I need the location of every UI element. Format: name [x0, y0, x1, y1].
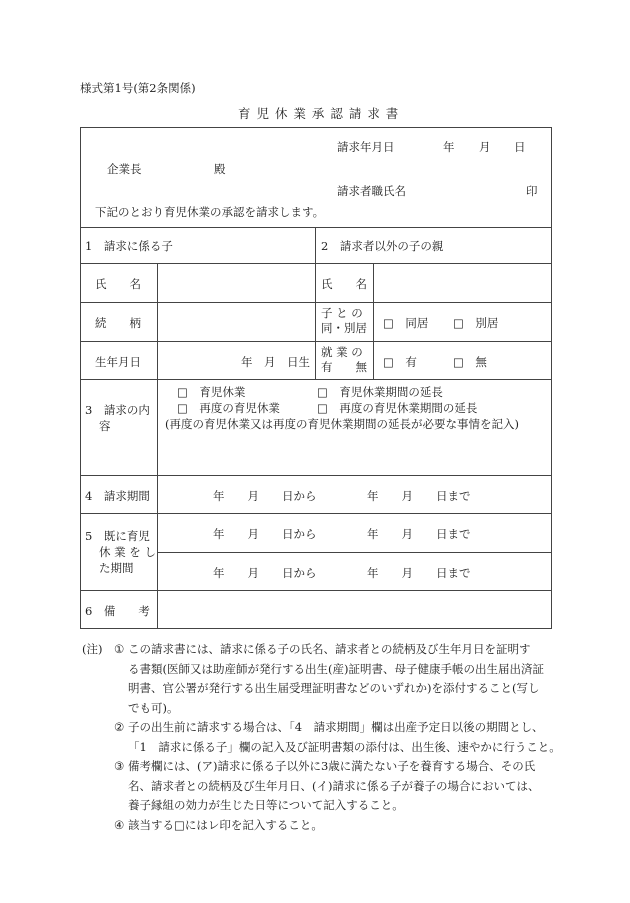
form-id: 様式第1号(第2条関係): [80, 81, 196, 95]
past-period-2-to: 年 月 日まで: [367, 566, 471, 580]
intro-text: 下記のとおり育児休業の承認を請求します。: [95, 205, 325, 219]
notes-marker: (注): [82, 642, 103, 656]
relation-label: 続 柄: [95, 316, 141, 330]
past-period-2-from: 年 月 日から: [213, 566, 317, 580]
checkbox-repeat-leave[interactable]: □ 再度の育児休業: [177, 401, 280, 415]
notes: [82, 640, 562, 835]
birthdate-value: 年 月 日生: [241, 355, 310, 369]
note-item: ③ 備考欄には、(ア)請求に係る子以外に3歳に満たない子を養育する場合、その氏 名、請求者との続柄及び生年月日、(イ)請求に係る子が養子の場合においては、 養子縁組の効力が生じた日等について記入すること。: [114, 759, 540, 812]
date-month-label: 月: [479, 140, 491, 154]
cohabit-checkbox-together[interactable]: □ 同居: [383, 316, 429, 330]
employ-checkbox-yes[interactable]: □ 有: [383, 355, 417, 369]
employ-label: 就 業 の 有 無: [321, 345, 367, 374]
section3-note: (再度の育児休業又は再度の育児休業期間の延長が必要な事情を記入): [165, 417, 519, 431]
section2-heading: 2 請求者以外の子の親: [321, 239, 444, 253]
section3-label: 3 請求の内 容: [85, 403, 150, 433]
honorific-label: 殿: [214, 162, 226, 176]
checkbox-leave-extension[interactable]: □ 育児休業期間の延長: [317, 385, 443, 399]
parent-name-label: 氏 名: [321, 277, 367, 291]
section5-label: 5 既に育児 休 業 を し た期間: [85, 529, 156, 575]
cohabit-checkbox-separate[interactable]: □ 別居: [453, 316, 499, 330]
note-item: ④ 該当する□にはレ印を記入すること。: [114, 817, 323, 832]
section1-heading: 1 請求に係る子: [85, 239, 173, 253]
addressee-label: 企業長: [107, 162, 142, 176]
requester-label: 請求者職氏名: [337, 184, 406, 198]
past-period-1-from: 年 月 日から: [213, 527, 317, 541]
checkbox-repeat-extension[interactable]: □ 再度の育児休業期間の延長: [317, 401, 478, 415]
cohabit-label: 子 と の 同・別居: [321, 306, 367, 335]
section4-label: 4 請求期間: [85, 489, 150, 503]
period-from: 年 月 日から: [213, 489, 317, 503]
request-date-label: 請求年月日: [337, 140, 395, 154]
seal-label: 印: [526, 184, 538, 198]
date-year-label: 年: [443, 140, 455, 154]
note-item: ① この請求書には、請求に係る子の氏名、請求者との続柄及び生年月日を証明す る書類(医師又は助産師が発行する出生(産)証明書、母子健康手帳の出生届出済証 明書、官公署が発行する出生届受理証明書などのいずれか)を添付すること(写し でも可)。: [114, 642, 544, 715]
birthdate-label: 生年月日: [95, 355, 141, 369]
request-form: [80, 127, 552, 629]
note-item: ② 子の出生前に請求する場合は、「4 請求期間」欄は出産予定日以後の期間とし、 「1 請求に係る子」欄の記入及び証明書類の添付は、出生後、速やかに行うこと。: [114, 720, 561, 754]
section6-label: 6 備 考: [85, 604, 150, 618]
past-period-1-to: 年 月 日まで: [367, 527, 471, 541]
checkbox-childcare-leave[interactable]: □ 育児休業: [177, 385, 246, 399]
period-to: 年 月 日まで: [367, 489, 471, 503]
child-name-label: 氏 名: [95, 277, 141, 291]
employ-checkbox-no[interactable]: □ 無: [453, 355, 487, 369]
page-title: 育 児 休 業 承 認 請 求 書: [238, 106, 400, 121]
date-day-label: 日: [514, 140, 526, 154]
